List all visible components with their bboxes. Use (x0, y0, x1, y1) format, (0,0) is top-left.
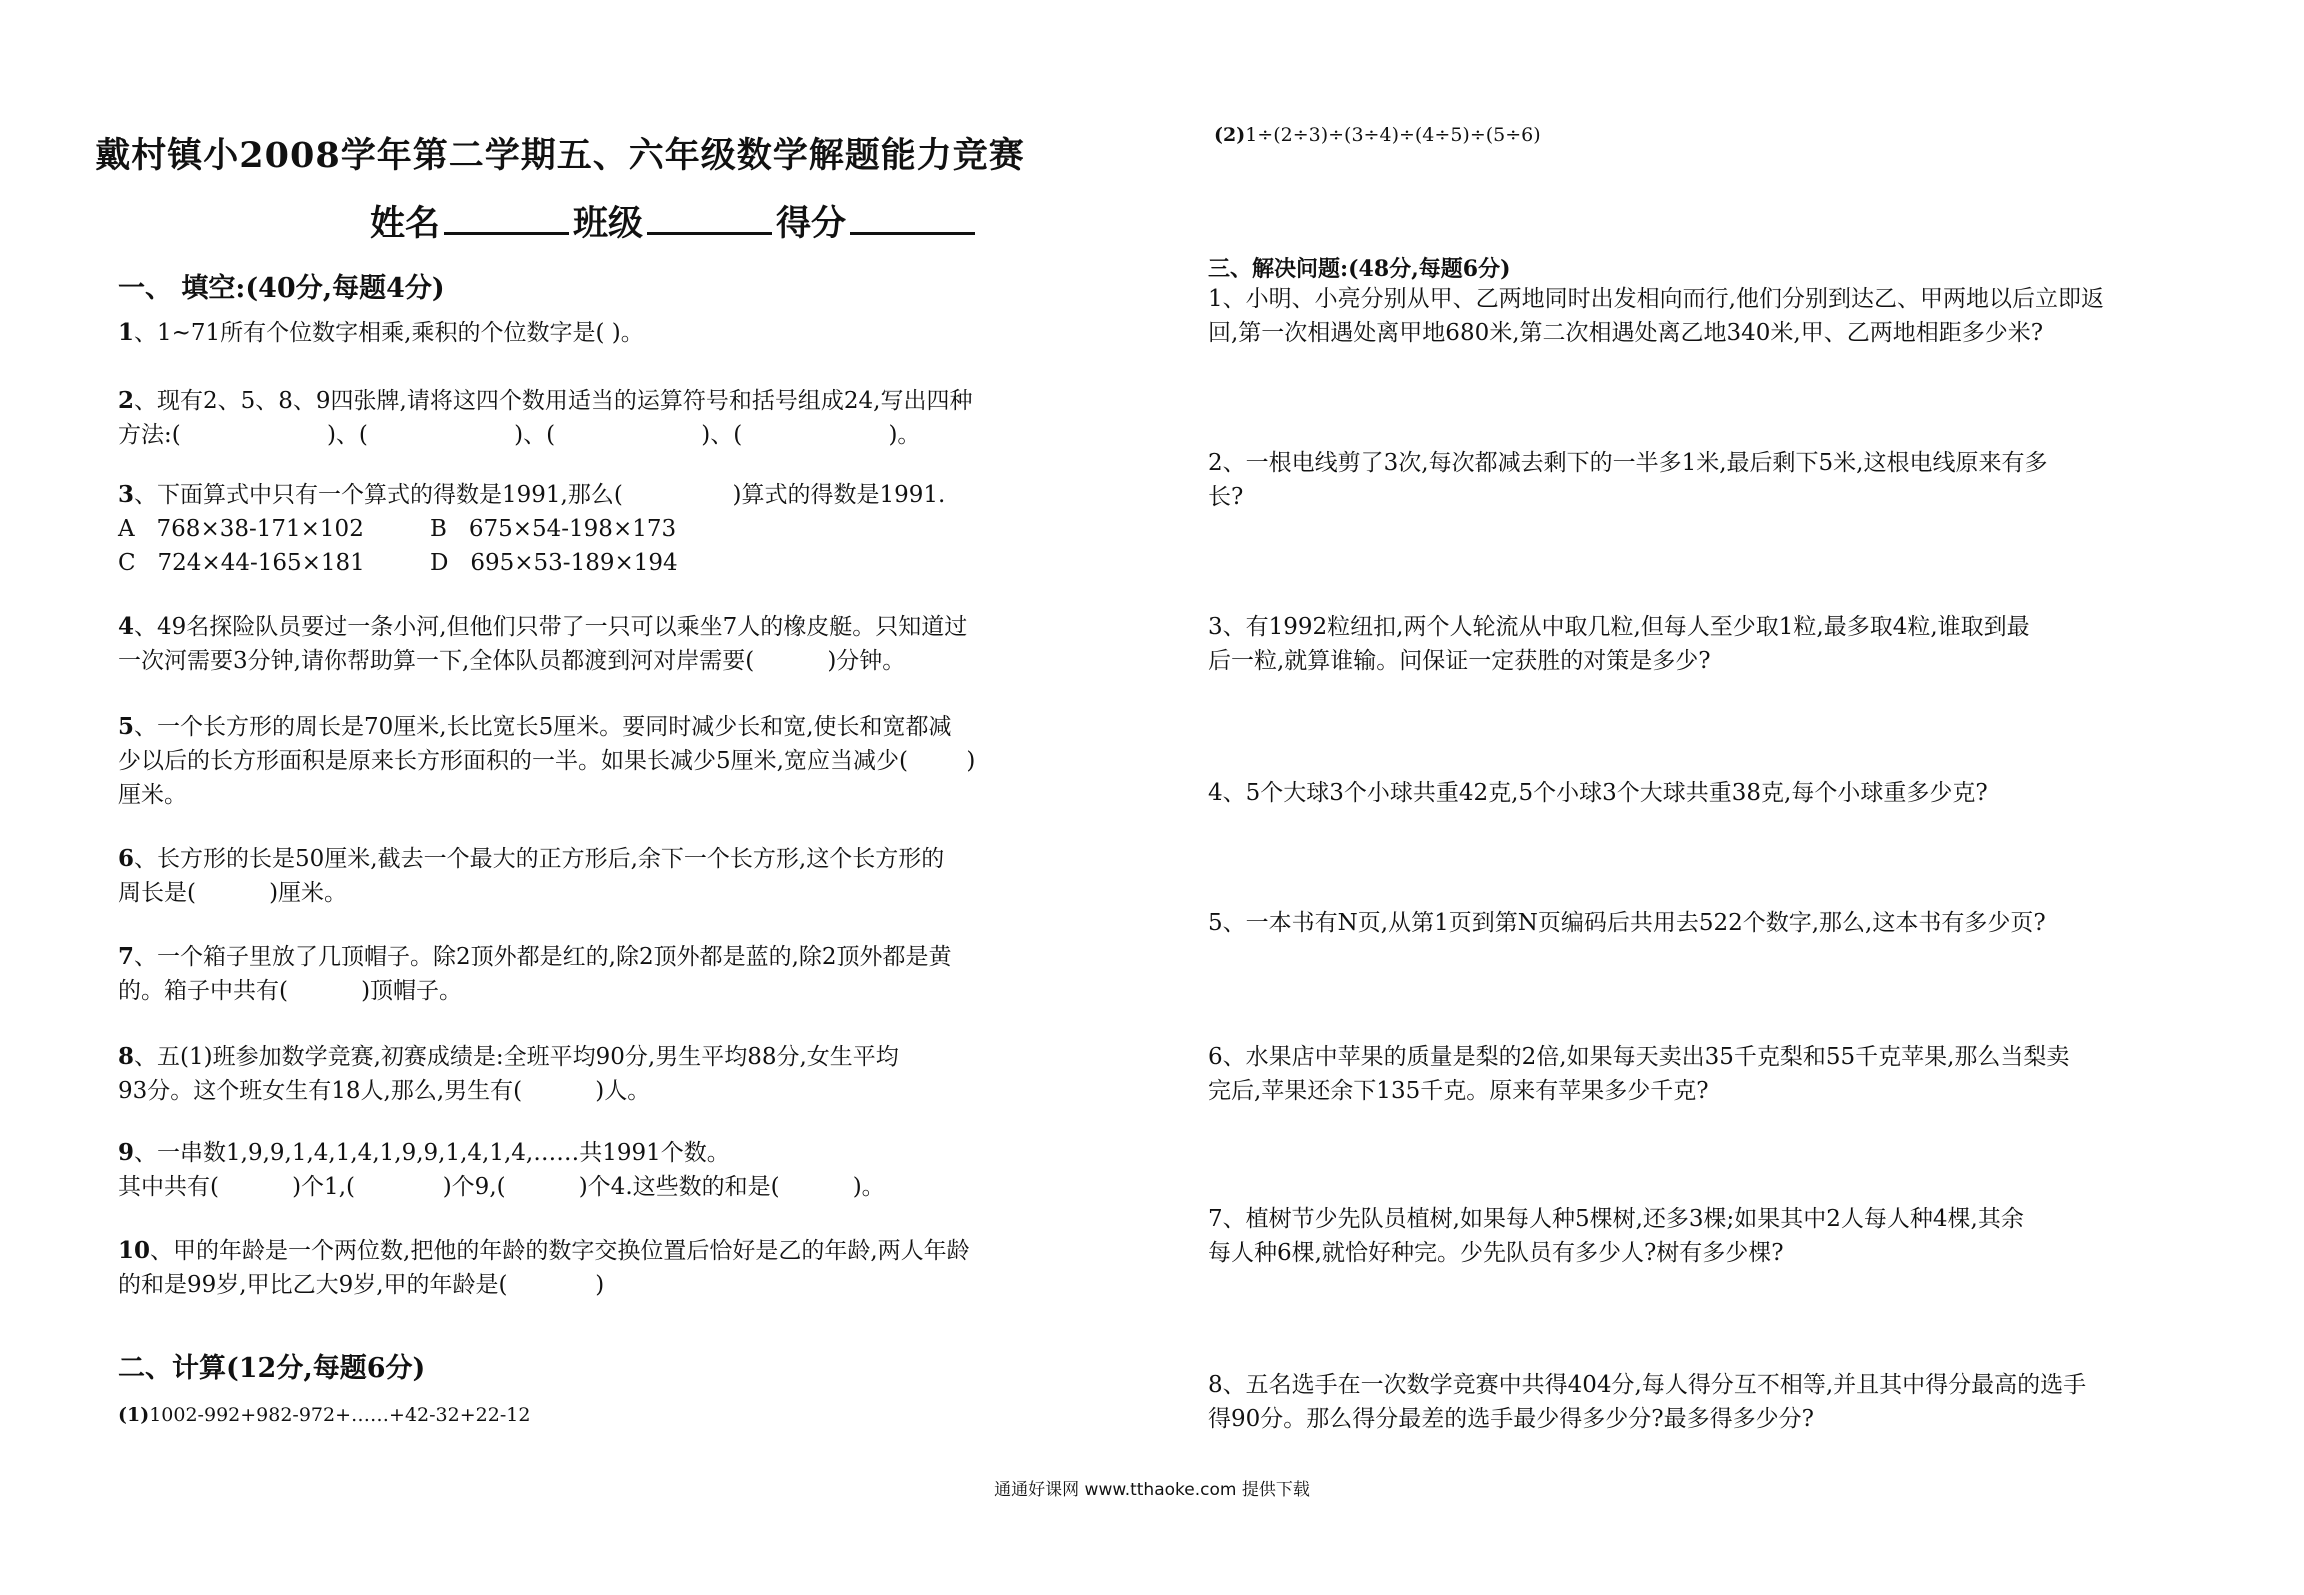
calc-1 (118, 1398, 530, 1432)
question-number: 6 (118, 845, 135, 872)
problem-text: 6、水果店中苹果的质量是梨的2倍,如果每天卖出35千克梨和55千克苹果,那么当梨卖 (1208, 1044, 2070, 1070)
problem-text: 回,第一次相遇处离甲地680米,第二次相遇处离乙地340米,甲、乙两地相距多少米? (1208, 320, 2044, 346)
exam-title: 戴村镇小2008学年第二学期五、六年级数学解题能力竞赛 (95, 135, 1025, 176)
calc-number: (1) (118, 1404, 150, 1426)
score-blank[interactable] (850, 202, 975, 235)
question-number: 2 (118, 387, 135, 414)
question-6 (118, 842, 1080, 910)
problem-2 (1208, 446, 2208, 514)
class-blank[interactable] (647, 202, 772, 235)
section-1-title: 一、 填空:(40分,每题4分) (118, 273, 445, 304)
name-blank[interactable] (444, 202, 569, 235)
question-number: 1 (118, 319, 135, 346)
problem-text: 长? (1208, 484, 1244, 510)
question-4 (118, 610, 1080, 678)
calc-expression: 1÷(2÷3)÷(3÷4)÷(4÷5)÷(5÷6) (1245, 124, 1541, 146)
question-number: 4 (118, 613, 135, 640)
question-text: 的和是99岁,甲比乙大9岁,甲的年龄是( ) (118, 1272, 605, 1298)
question-number: 7 (118, 943, 135, 970)
name-label: 姓名 (370, 203, 441, 244)
section-2-title: 二、计算(12分,每题6分) (118, 1353, 426, 1384)
problem-6 (1208, 1040, 2208, 1108)
option-a: A 768×38-171×102 (118, 516, 364, 542)
question-text: 周长是( )厘米。 (118, 880, 348, 906)
question-number: 3 (118, 481, 135, 508)
problem-text: 5、一本书有N页,从第1页到第N页编码后共用去522个数字,那么,这本书有多少页? (1208, 910, 2046, 936)
question-text: 、长方形的长是50厘米,截去一个最大的正方形后,余下一个长方形,这个长方形的 (134, 846, 945, 872)
question-text: 、甲的年龄是一个两位数,把他的年龄的数字交换位置后恰好是乙的年龄,两人年龄 (150, 1238, 970, 1264)
question-text: 、下面算式中只有一个算式的得数是1991,那么( )算式的得数是1991. (134, 482, 946, 508)
problem-text: 8、五名选手在一次数学竞赛中共得404分,每人得分互不相等,并且其中得分最高的选手 (1208, 1372, 2087, 1398)
question-text: 、现有2、5、8、9四张牌,请将这四个数用适当的运算符号和括号组成24,写出四种 (134, 388, 973, 414)
problem-text: 4、5个大球3个小球共重42克,5个小球3个大球共重38克,每个小球重多少克? (1208, 780, 1988, 806)
problem-text: 1、小明、小亮分别从甲、乙两地同时出发相向而行,他们分别到达乙、甲两地以后立即返 (1208, 286, 2104, 312)
student-info (370, 196, 979, 246)
problem-text: 得90分。那么得分最差的选手最少得多少分?最多得多少分? (1208, 1406, 1814, 1432)
problem-3 (1208, 610, 2208, 678)
section-3-title: 三、解决问题:(48分,每题6分) (1208, 256, 1511, 282)
question-3 (118, 478, 1080, 512)
problem-text: 3、有1992粒纽扣,两个人轮流从中取几粒,但每人至少取1粒,最多取4粒,谁取到最 (1208, 614, 2030, 640)
question-text: 、一串数1,9,9,1,4,1,4,1,9,9,1,4,1,4,……共1991个数。 (134, 1140, 730, 1166)
question-text: 、五(1)班参加数学竞赛,初赛成绩是:全班平均90分,男生平均88分,女生平均 (134, 1044, 899, 1070)
problem-4 (1208, 776, 2208, 810)
question-7 (118, 940, 1080, 1008)
question-text: 、一个箱子里放了几顶帽子。除2顶外都是红的,除2顶外都是蓝的,除2顶外都是黄 (134, 944, 952, 970)
question-text: 其中共有( )个1,( )个9,( )个4.这些数的和是( )。 (118, 1174, 885, 1200)
question-number: 10 (118, 1237, 151, 1264)
question-text: 一次河需要3分钟,请你帮助算一下,全体队员都渡到河对岸需要( )分钟。 (118, 648, 906, 674)
class-label: 班级 (573, 203, 644, 244)
question-10 (118, 1234, 1080, 1302)
question-text: 93分。这个班女生有18人,那么,男生有( )人。 (118, 1078, 651, 1104)
problem-1 (1208, 282, 2208, 350)
question-number: 5 (118, 713, 135, 740)
question-text: 方法:( )、( )、( )、( )。 (118, 422, 921, 448)
calc-2 (1214, 118, 1541, 152)
question-9 (118, 1136, 1080, 1204)
problem-text: 后一粒,就算谁输。问保证一定获胜的对策是多少? (1208, 648, 1711, 674)
question-1 (118, 316, 1080, 350)
question-text: 、一个长方形的周长是70厘米,长比宽长5厘米。要同时减少长和宽,使长和宽都减 (134, 714, 952, 740)
question-number: 8 (118, 1043, 135, 1070)
problem-text: 完后,苹果还余下135千克。原来有苹果多少千克? (1208, 1078, 1709, 1104)
problem-text: 2、一根电线剪了3次,每次都减去剩下的一半多1米,最后剩下5米,这根电线原来有多 (1208, 450, 2048, 476)
option-b: B 675×54-198×173 (430, 516, 677, 542)
score-label: 得分 (776, 203, 847, 244)
option-c: C 724×44-165×181 (118, 550, 365, 576)
question-text: 厘米。 (118, 782, 187, 808)
calc-number: (2) (1214, 124, 1246, 146)
calc-expression: 1002-992+982-972+……+42-32+22-12 (149, 1404, 531, 1426)
question-text: 的。箱子中共有( )顶帽子。 (118, 978, 463, 1004)
question-text: 、1~71所有个位数字相乘,乘积的个位数字是( )。 (134, 320, 644, 346)
question-text: 少以后的长方形面积是原来长方形面积的一半。如果长减少5厘米,宽应当减少( ) (118, 748, 976, 774)
problem-7 (1208, 1202, 2208, 1270)
footer-text: 通通好课网 www.tthaoke.com 提供下载 (994, 1480, 1310, 1500)
option-d: D 695×53-189×194 (430, 550, 678, 576)
question-text: 、49名探险队员要过一条小河,但他们只带了一只可以乘坐7人的橡皮艇。只知道过 (134, 614, 968, 640)
problem-text: 每人种6棵,就恰好种完。少先队员有多少人?树有多少棵? (1208, 1240, 1784, 1266)
problem-8 (1208, 1368, 2208, 1436)
question-2 (118, 384, 1080, 452)
problem-text: 7、植树节少先队员植树,如果每人种5棵树,还多3棵;如果其中2人每人种4棵,其余 (1208, 1206, 2024, 1232)
problem-5 (1208, 906, 2208, 940)
question-number: 9 (118, 1139, 135, 1166)
question-5 (118, 710, 1080, 812)
question-8 (118, 1040, 1080, 1108)
